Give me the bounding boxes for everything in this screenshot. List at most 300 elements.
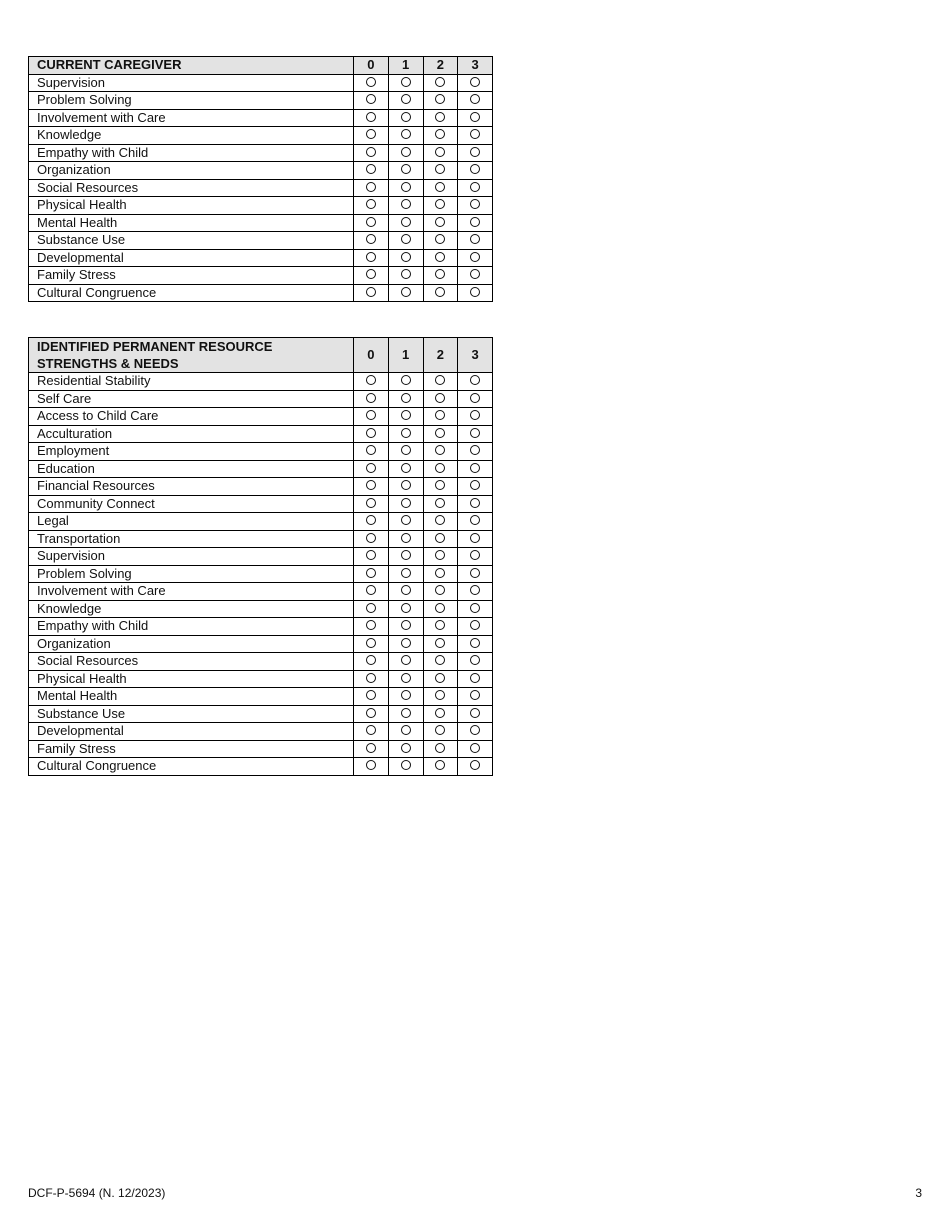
- score-header-1: 1: [388, 57, 423, 75]
- score-cell-1: [388, 425, 423, 443]
- score-radio-3[interactable]: [470, 655, 480, 665]
- score-radio-3[interactable]: [470, 234, 480, 244]
- score-radio-2[interactable]: [435, 182, 445, 192]
- score-cell-0: [354, 408, 389, 426]
- score-radio-0[interactable]: [366, 252, 376, 262]
- score-radio-3[interactable]: [470, 199, 480, 209]
- score-cell-3: [458, 109, 493, 127]
- score-cell-3: [458, 373, 493, 391]
- score-radio-0[interactable]: [366, 199, 376, 209]
- table-row: [29, 390, 493, 408]
- score-cell-1: [388, 373, 423, 391]
- item-label: Residential Stability: [29, 373, 354, 391]
- score-radio-2[interactable]: [435, 533, 445, 543]
- score-cell-1: [388, 670, 423, 688]
- score-radio-2[interactable]: [435, 164, 445, 174]
- score-radio-3[interactable]: [470, 112, 480, 122]
- score-header-1: 1: [388, 338, 423, 373]
- score-radio-2[interactable]: [435, 112, 445, 122]
- permanent-resource-table: [28, 337, 493, 776]
- score-cell-3: [458, 179, 493, 197]
- score-radio-1[interactable]: [401, 217, 411, 227]
- score-radio-0[interactable]: [366, 743, 376, 753]
- score-radio-1[interactable]: [401, 112, 411, 122]
- score-radio-2[interactable]: [435, 129, 445, 139]
- score-radio-1[interactable]: [401, 428, 411, 438]
- score-cell-2: [423, 635, 458, 653]
- score-cell-1: [388, 460, 423, 478]
- score-radio-1[interactable]: [401, 585, 411, 595]
- score-cell-0: [354, 460, 389, 478]
- table-row: [29, 267, 493, 285]
- score-radio-0[interactable]: [366, 725, 376, 735]
- item-label: Supervision: [29, 548, 354, 566]
- item-label: Cultural Congruence: [29, 284, 354, 302]
- score-radio-2[interactable]: [435, 393, 445, 403]
- score-radio-3[interactable]: [470, 129, 480, 139]
- score-cell-2: [423, 443, 458, 461]
- score-radio-1[interactable]: [401, 620, 411, 630]
- score-cell-2: [423, 705, 458, 723]
- score-cell-1: [388, 443, 423, 461]
- score-radio-3[interactable]: [470, 515, 480, 525]
- score-radio-3[interactable]: [470, 463, 480, 473]
- score-radio-2[interactable]: [435, 673, 445, 683]
- score-cell-3: [458, 758, 493, 776]
- score-radio-1[interactable]: [401, 234, 411, 244]
- score-radio-3[interactable]: [470, 620, 480, 630]
- score-radio-2[interactable]: [435, 375, 445, 385]
- score-radio-0[interactable]: [366, 463, 376, 473]
- score-radio-1[interactable]: [401, 147, 411, 157]
- score-cell-3: [458, 284, 493, 302]
- score-cell-0: [354, 758, 389, 776]
- score-radio-1[interactable]: [401, 603, 411, 613]
- score-radio-0[interactable]: [366, 182, 376, 192]
- score-radio-2[interactable]: [435, 550, 445, 560]
- score-radio-1[interactable]: [401, 533, 411, 543]
- score-radio-2[interactable]: [435, 287, 445, 297]
- score-cell-2: [423, 740, 458, 758]
- score-cell-3: [458, 267, 493, 285]
- item-label: Self Care: [29, 390, 354, 408]
- score-radio-2[interactable]: [435, 690, 445, 700]
- item-label: Education: [29, 460, 354, 478]
- score-radio-2[interactable]: [435, 480, 445, 490]
- score-cell-3: [458, 705, 493, 723]
- score-radio-0[interactable]: [366, 445, 376, 455]
- score-radio-3[interactable]: [470, 94, 480, 104]
- score-radio-2[interactable]: [435, 217, 445, 227]
- score-radio-0[interactable]: [366, 393, 376, 403]
- item-label: Involvement with Care: [29, 583, 354, 601]
- score-cell-1: [388, 162, 423, 180]
- score-radio-1[interactable]: [401, 129, 411, 139]
- score-cell-3: [458, 214, 493, 232]
- score-cell-0: [354, 92, 389, 110]
- score-radio-1[interactable]: [401, 760, 411, 770]
- table-row: [29, 74, 493, 92]
- score-radio-0[interactable]: [366, 287, 376, 297]
- score-cell-3: [458, 408, 493, 426]
- score-cell-2: [423, 284, 458, 302]
- item-label: Problem Solving: [29, 92, 354, 110]
- score-radio-0[interactable]: [366, 410, 376, 420]
- item-label: Developmental: [29, 723, 354, 741]
- form-id: DCF-P-5694 (N. 12/2023): [28, 1186, 166, 1200]
- score-radio-0[interactable]: [366, 760, 376, 770]
- score-radio-3[interactable]: [470, 533, 480, 543]
- score-cell-3: [458, 127, 493, 145]
- score-cell-1: [388, 408, 423, 426]
- score-cell-2: [423, 530, 458, 548]
- score-header-0: 0: [354, 338, 389, 373]
- score-radio-3[interactable]: [470, 182, 480, 192]
- score-radio-3[interactable]: [470, 287, 480, 297]
- score-cell-3: [458, 618, 493, 636]
- score-cell-3: [458, 513, 493, 531]
- table-row: [29, 653, 493, 671]
- score-radio-2[interactable]: [435, 620, 445, 630]
- score-radio-1[interactable]: [401, 463, 411, 473]
- score-cell-1: [388, 653, 423, 671]
- score-cell-0: [354, 127, 389, 145]
- score-radio-1[interactable]: [401, 182, 411, 192]
- score-radio-2[interactable]: [435, 498, 445, 508]
- score-radio-3[interactable]: [470, 638, 480, 648]
- score-radio-3[interactable]: [470, 690, 480, 700]
- score-cell-2: [423, 144, 458, 162]
- score-cell-1: [388, 495, 423, 513]
- score-cell-0: [354, 670, 389, 688]
- score-radio-3[interactable]: [470, 498, 480, 508]
- score-cell-3: [458, 478, 493, 496]
- score-cell-3: [458, 670, 493, 688]
- score-cell-1: [388, 214, 423, 232]
- score-radio-0[interactable]: [366, 234, 376, 244]
- score-cell-2: [423, 74, 458, 92]
- score-radio-1[interactable]: [401, 498, 411, 508]
- score-cell-3: [458, 443, 493, 461]
- score-radio-0[interactable]: [366, 533, 376, 543]
- score-radio-0[interactable]: [366, 708, 376, 718]
- current-caregiver-title: CURRENT CAREGIVER: [29, 57, 354, 75]
- table-row: [29, 443, 493, 461]
- score-radio-2[interactable]: [435, 147, 445, 157]
- score-cell-0: [354, 267, 389, 285]
- score-cell-2: [423, 249, 458, 267]
- item-label: Cultural Congruence: [29, 758, 354, 776]
- score-radio-0[interactable]: [366, 480, 376, 490]
- score-cell-1: [388, 74, 423, 92]
- score-cell-2: [423, 600, 458, 618]
- score-cell-2: [423, 214, 458, 232]
- table-row: [29, 670, 493, 688]
- score-cell-2: [423, 109, 458, 127]
- item-label: Financial Resources: [29, 478, 354, 496]
- score-cell-3: [458, 495, 493, 513]
- score-radio-3[interactable]: [470, 568, 480, 578]
- table-row: [29, 740, 493, 758]
- score-radio-3[interactable]: [470, 673, 480, 683]
- score-radio-3[interactable]: [470, 164, 480, 174]
- table-row: [29, 144, 493, 162]
- table-row: [29, 705, 493, 723]
- score-radio-3[interactable]: [470, 269, 480, 279]
- score-radio-2[interactable]: [435, 463, 445, 473]
- table-row: [29, 548, 493, 566]
- score-radio-0[interactable]: [366, 515, 376, 525]
- score-cell-0: [354, 144, 389, 162]
- table-row: [29, 373, 493, 391]
- score-radio-1[interactable]: [401, 673, 411, 683]
- score-radio-2[interactable]: [435, 725, 445, 735]
- score-cell-0: [354, 635, 389, 653]
- score-cell-3: [458, 723, 493, 741]
- score-cell-1: [388, 127, 423, 145]
- score-radio-2[interactable]: [435, 638, 445, 648]
- score-cell-3: [458, 740, 493, 758]
- score-cell-2: [423, 758, 458, 776]
- score-radio-0[interactable]: [366, 655, 376, 665]
- score-radio-3[interactable]: [470, 743, 480, 753]
- score-cell-3: [458, 583, 493, 601]
- score-radio-2[interactable]: [435, 760, 445, 770]
- score-cell-2: [423, 162, 458, 180]
- score-radio-1[interactable]: [401, 568, 411, 578]
- score-radio-3[interactable]: [470, 550, 480, 560]
- score-radio-2[interactable]: [435, 655, 445, 665]
- table-row: [29, 478, 493, 496]
- score-cell-0: [354, 179, 389, 197]
- item-label: Social Resources: [29, 653, 354, 671]
- score-radio-1[interactable]: [401, 77, 411, 87]
- score-radio-3[interactable]: [470, 725, 480, 735]
- score-cell-0: [354, 495, 389, 513]
- score-cell-0: [354, 618, 389, 636]
- score-cell-2: [423, 583, 458, 601]
- table-row: [29, 565, 493, 583]
- score-radio-1[interactable]: [401, 199, 411, 209]
- score-cell-1: [388, 249, 423, 267]
- score-radio-2[interactable]: [435, 585, 445, 595]
- score-cell-1: [388, 548, 423, 566]
- score-radio-3[interactable]: [470, 603, 480, 613]
- item-label: Developmental: [29, 249, 354, 267]
- score-radio-2[interactable]: [435, 568, 445, 578]
- item-label: Knowledge: [29, 600, 354, 618]
- score-radio-2[interactable]: [435, 77, 445, 87]
- score-radio-3[interactable]: [470, 147, 480, 157]
- permanent-resource-title: IDENTIFIED PERMANENT RESOURCE STRENGTHS & NEEDS: [29, 338, 354, 373]
- score-cell-2: [423, 495, 458, 513]
- table-row: [29, 127, 493, 145]
- score-cell-2: [423, 565, 458, 583]
- table-row: [29, 408, 493, 426]
- score-radio-0[interactable]: [366, 550, 376, 560]
- score-radio-1[interactable]: [401, 515, 411, 525]
- table-row: [29, 460, 493, 478]
- score-cell-2: [423, 478, 458, 496]
- score-cell-0: [354, 232, 389, 250]
- score-cell-3: [458, 74, 493, 92]
- score-radio-0[interactable]: [366, 603, 376, 613]
- score-radio-0[interactable]: [366, 620, 376, 630]
- score-radio-3[interactable]: [470, 708, 480, 718]
- score-radio-0[interactable]: [366, 375, 376, 385]
- score-radio-3[interactable]: [470, 77, 480, 87]
- score-cell-3: [458, 197, 493, 215]
- score-radio-1[interactable]: [401, 164, 411, 174]
- score-radio-1[interactable]: [401, 690, 411, 700]
- score-cell-1: [388, 179, 423, 197]
- score-cell-3: [458, 144, 493, 162]
- table-row: [29, 495, 493, 513]
- score-radio-1[interactable]: [401, 287, 411, 297]
- score-cell-0: [354, 583, 389, 601]
- score-radio-3[interactable]: [470, 445, 480, 455]
- item-label: Employment: [29, 443, 354, 461]
- score-cell-1: [388, 267, 423, 285]
- item-label: Involvement with Care: [29, 109, 354, 127]
- score-header-0: 0: [354, 57, 389, 75]
- score-radio-3[interactable]: [470, 375, 480, 385]
- score-radio-3[interactable]: [470, 217, 480, 227]
- score-radio-1[interactable]: [401, 445, 411, 455]
- score-radio-2[interactable]: [435, 94, 445, 104]
- table-row: [29, 249, 493, 267]
- score-radio-2[interactable]: [435, 234, 445, 244]
- score-radio-0[interactable]: [366, 498, 376, 508]
- score-radio-1[interactable]: [401, 743, 411, 753]
- score-cell-1: [388, 390, 423, 408]
- score-radio-0[interactable]: [366, 428, 376, 438]
- score-cell-3: [458, 460, 493, 478]
- score-radio-2[interactable]: [435, 515, 445, 525]
- score-radio-1[interactable]: [401, 708, 411, 718]
- score-cell-1: [388, 478, 423, 496]
- score-cell-1: [388, 705, 423, 723]
- score-radio-0[interactable]: [366, 164, 376, 174]
- table-row: [29, 513, 493, 531]
- score-radio-0[interactable]: [366, 94, 376, 104]
- score-radio-3[interactable]: [470, 393, 480, 403]
- score-radio-1[interactable]: [401, 638, 411, 648]
- table-row: [29, 600, 493, 618]
- score-radio-2[interactable]: [435, 708, 445, 718]
- score-radio-2[interactable]: [435, 269, 445, 279]
- score-cell-0: [354, 548, 389, 566]
- table-row: [29, 583, 493, 601]
- score-radio-1[interactable]: [401, 550, 411, 560]
- score-radio-1[interactable]: [401, 252, 411, 262]
- score-header-2: 2: [423, 338, 458, 373]
- score-radio-0[interactable]: [366, 269, 376, 279]
- item-label: Organization: [29, 162, 354, 180]
- score-cell-3: [458, 688, 493, 706]
- score-cell-1: [388, 758, 423, 776]
- score-radio-2[interactable]: [435, 252, 445, 262]
- score-header-3: 3: [458, 57, 493, 75]
- score-header-3: 3: [458, 338, 493, 373]
- score-cell-2: [423, 373, 458, 391]
- score-cell-2: [423, 127, 458, 145]
- score-radio-3[interactable]: [470, 252, 480, 262]
- score-radio-0[interactable]: [366, 673, 376, 683]
- score-radio-0[interactable]: [366, 147, 376, 157]
- table-row: [29, 635, 493, 653]
- table-row: [29, 92, 493, 110]
- score-cell-2: [423, 408, 458, 426]
- score-cell-0: [354, 214, 389, 232]
- score-radio-0[interactable]: [366, 585, 376, 595]
- score-cell-1: [388, 197, 423, 215]
- score-cell-0: [354, 74, 389, 92]
- score-radio-0[interactable]: [366, 690, 376, 700]
- table-row: [29, 284, 493, 302]
- score-radio-2[interactable]: [435, 428, 445, 438]
- score-radio-2[interactable]: [435, 603, 445, 613]
- score-radio-1[interactable]: [401, 94, 411, 104]
- table-row: [29, 618, 493, 636]
- score-radio-3[interactable]: [470, 480, 480, 490]
- score-radio-2[interactable]: [435, 199, 445, 209]
- score-radio-1[interactable]: [401, 725, 411, 735]
- score-radio-0[interactable]: [366, 129, 376, 139]
- score-radio-2[interactable]: [435, 743, 445, 753]
- score-radio-1[interactable]: [401, 375, 411, 385]
- item-label: Empathy with Child: [29, 144, 354, 162]
- score-radio-1[interactable]: [401, 269, 411, 279]
- table-row: [29, 425, 493, 443]
- score-radio-1[interactable]: [401, 655, 411, 665]
- score-radio-0[interactable]: [366, 638, 376, 648]
- score-radio-1[interactable]: [401, 393, 411, 403]
- score-radio-3[interactable]: [470, 410, 480, 420]
- score-radio-0[interactable]: [366, 217, 376, 227]
- score-cell-2: [423, 232, 458, 250]
- item-label: Access to Child Care: [29, 408, 354, 426]
- score-cell-2: [423, 390, 458, 408]
- score-radio-3[interactable]: [470, 428, 480, 438]
- score-radio-2[interactable]: [435, 445, 445, 455]
- score-radio-0[interactable]: [366, 77, 376, 87]
- item-label: Physical Health: [29, 197, 354, 215]
- score-radio-2[interactable]: [435, 410, 445, 420]
- score-radio-3[interactable]: [470, 760, 480, 770]
- score-cell-2: [423, 618, 458, 636]
- item-label: Empathy with Child: [29, 618, 354, 636]
- score-radio-1[interactable]: [401, 410, 411, 420]
- item-label: Acculturation: [29, 425, 354, 443]
- score-cell-0: [354, 723, 389, 741]
- score-radio-0[interactable]: [366, 568, 376, 578]
- table-row: [29, 232, 493, 250]
- score-radio-1[interactable]: [401, 480, 411, 490]
- item-label: Legal: [29, 513, 354, 531]
- score-radio-0[interactable]: [366, 112, 376, 122]
- score-cell-1: [388, 565, 423, 583]
- item-label: Family Stress: [29, 740, 354, 758]
- table-row: [29, 214, 493, 232]
- score-cell-2: [423, 653, 458, 671]
- score-cell-1: [388, 513, 423, 531]
- score-cell-0: [354, 390, 389, 408]
- item-label: Mental Health: [29, 214, 354, 232]
- item-label: Transportation: [29, 530, 354, 548]
- score-cell-2: [423, 179, 458, 197]
- score-radio-3[interactable]: [470, 585, 480, 595]
